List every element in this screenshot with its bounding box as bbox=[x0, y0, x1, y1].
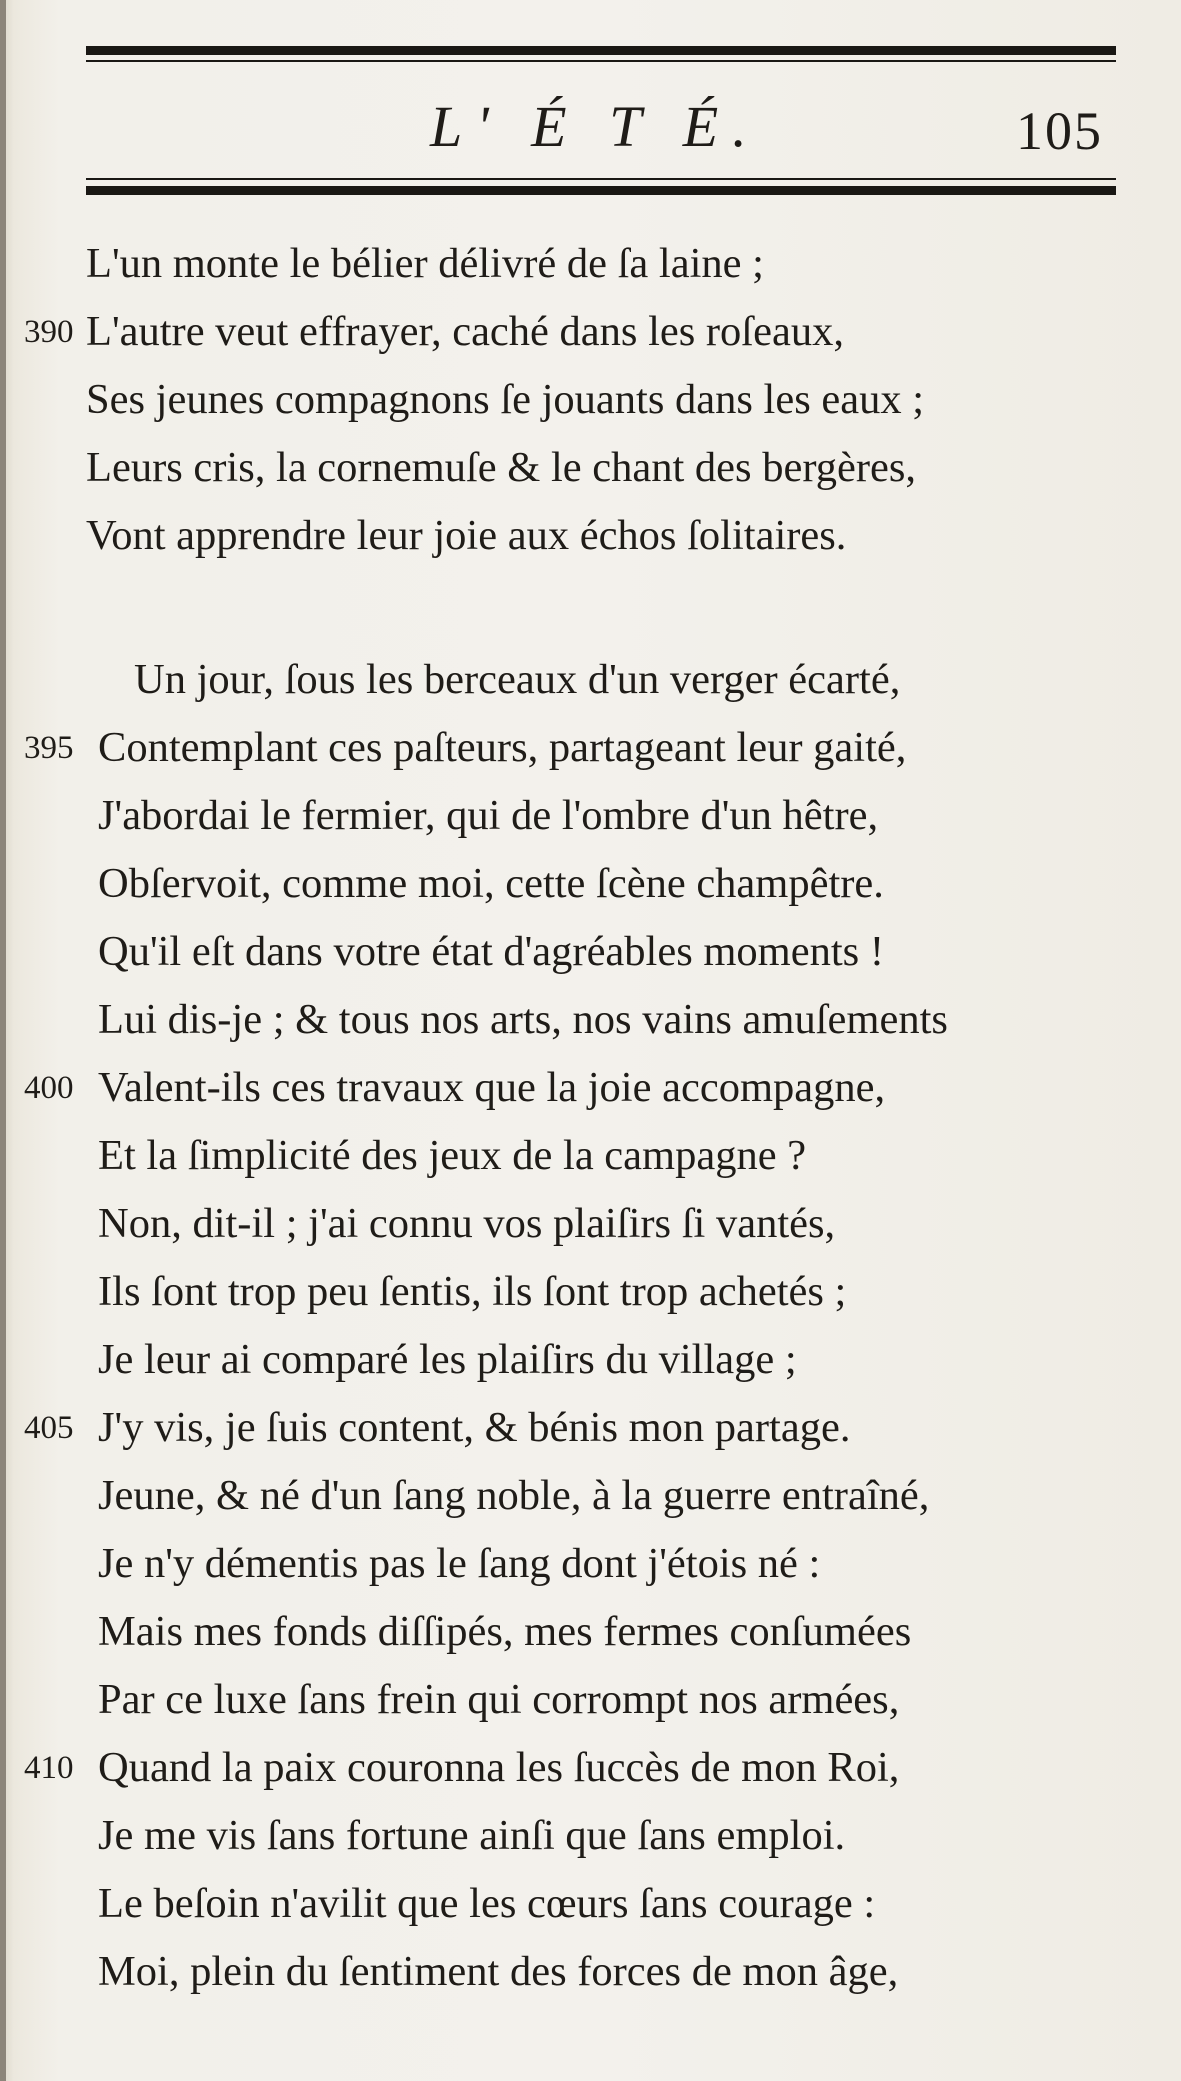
verse-line bbox=[0, 502, 1181, 570]
verse-text: Non, dit-il ; j'ai connu vos plaiſirs ſi vantés, bbox=[98, 1200, 836, 1247]
verse-text: Qu'il eſt dans votre état d'agréables moments ! bbox=[98, 928, 884, 975]
header-rule-thin-bottom bbox=[86, 178, 1116, 180]
verse-text: Ils ſont trop peu ſentis, ils ſont trop achetés ; bbox=[98, 1268, 847, 1315]
verse-line bbox=[0, 986, 1181, 1054]
verse-text: Je n'y démentis pas le ſang dont j'étois né : bbox=[98, 1540, 821, 1587]
verse-text: Un jour, ſous les berceaux d'un verger écarté, bbox=[134, 656, 901, 703]
verse-text: L'un monte le bélier délivré de ſa laine ; bbox=[86, 240, 764, 287]
verse-text: Mais mes fonds diſſipés, mes fermes conſumées bbox=[98, 1608, 912, 1655]
verse-text: Valent-ils ces travaux que la joie accompagne, bbox=[98, 1064, 886, 1111]
verse-text: Lui dis-je ; & tous nos arts, nos vains amuſements bbox=[98, 996, 948, 1043]
verse-text: Leurs cris, la cornemuſe & le chant des bergères, bbox=[86, 444, 916, 491]
line-number: 405 bbox=[24, 1410, 74, 1446]
page-number: 105 bbox=[1016, 101, 1103, 161]
verse-line bbox=[0, 298, 1181, 366]
verse-text: Contemplant ces paſteurs, partageant leur gaité, bbox=[98, 724, 907, 771]
verse-text: Par ce luxe ſans frein qui corrompt nos armées, bbox=[98, 1676, 900, 1723]
verse-line bbox=[0, 1462, 1181, 1530]
line-number: 390 bbox=[24, 314, 74, 350]
verse-line bbox=[0, 1666, 1181, 1734]
verse-line bbox=[0, 850, 1181, 918]
verse-text: Moi, plein du ſentiment des forces de mon âge, bbox=[98, 1948, 899, 1995]
verse-line bbox=[0, 646, 1181, 714]
header-rule-thick-bottom bbox=[86, 186, 1116, 195]
verse-text: Quand la paix couronna les ſuccès de mon Roi, bbox=[98, 1744, 900, 1791]
header-rule-thin-top bbox=[86, 60, 1116, 62]
verse-text: Obſervoit, comme moi, cette ſcène champêtre. bbox=[98, 860, 884, 907]
verse-line bbox=[0, 434, 1181, 502]
verse-text: L'autre veut effrayer, caché dans les roſeaux, bbox=[86, 308, 844, 355]
line-number: 395 bbox=[24, 730, 74, 766]
verse-line bbox=[0, 1394, 1181, 1462]
verse-text: Je leur ai comparé les plaiſirs du village ; bbox=[98, 1336, 797, 1383]
verse-line bbox=[0, 1802, 1181, 1870]
verse-line bbox=[0, 782, 1181, 850]
header-rule-thick-top bbox=[86, 46, 1116, 55]
verse-line bbox=[0, 1122, 1181, 1190]
verse-text: Jeune, & né d'un ſang noble, à la guerre entraîné, bbox=[98, 1472, 930, 1519]
verse-line bbox=[0, 1258, 1181, 1326]
verse-text: Je me vis ſans fortune ainſi que ſans emploi. bbox=[98, 1812, 846, 1859]
verse-line bbox=[0, 230, 1181, 298]
verse-text: Vont apprendre leur joie aux échos ſolitaires. bbox=[86, 512, 847, 559]
verse-text: Et la ſimplicité des jeux de la campagne ? bbox=[98, 1132, 807, 1179]
line-number: 400 bbox=[24, 1070, 74, 1106]
verse-line bbox=[0, 714, 1181, 782]
stanza-1 bbox=[0, 230, 1181, 570]
stanza-2 bbox=[0, 646, 1181, 2006]
verse-line bbox=[0, 1326, 1181, 1394]
verse-line bbox=[0, 1938, 1181, 2006]
verse-line bbox=[0, 1530, 1181, 1598]
verse-text: J'abordai le fermier, qui de l'ombre d'un hêtre, bbox=[98, 792, 879, 839]
verse-line bbox=[0, 366, 1181, 434]
verse-line bbox=[0, 1190, 1181, 1258]
verse-line bbox=[0, 1870, 1181, 1938]
running-title: L' É T É. bbox=[430, 94, 761, 159]
verse-text: J'y vis, je ſuis content, & bénis mon partage. bbox=[98, 1404, 851, 1451]
verse-text: Le beſoin n'avilit que les cœurs ſans courage : bbox=[98, 1880, 876, 1927]
line-number: 410 bbox=[24, 1750, 74, 1786]
verse-line bbox=[0, 1734, 1181, 1802]
verse-line bbox=[0, 1598, 1181, 1666]
verse-line bbox=[0, 918, 1181, 986]
verse-line bbox=[0, 1054, 1181, 1122]
verse-text: Ses jeunes compagnons ſe jouants dans les eaux ; bbox=[86, 376, 925, 423]
